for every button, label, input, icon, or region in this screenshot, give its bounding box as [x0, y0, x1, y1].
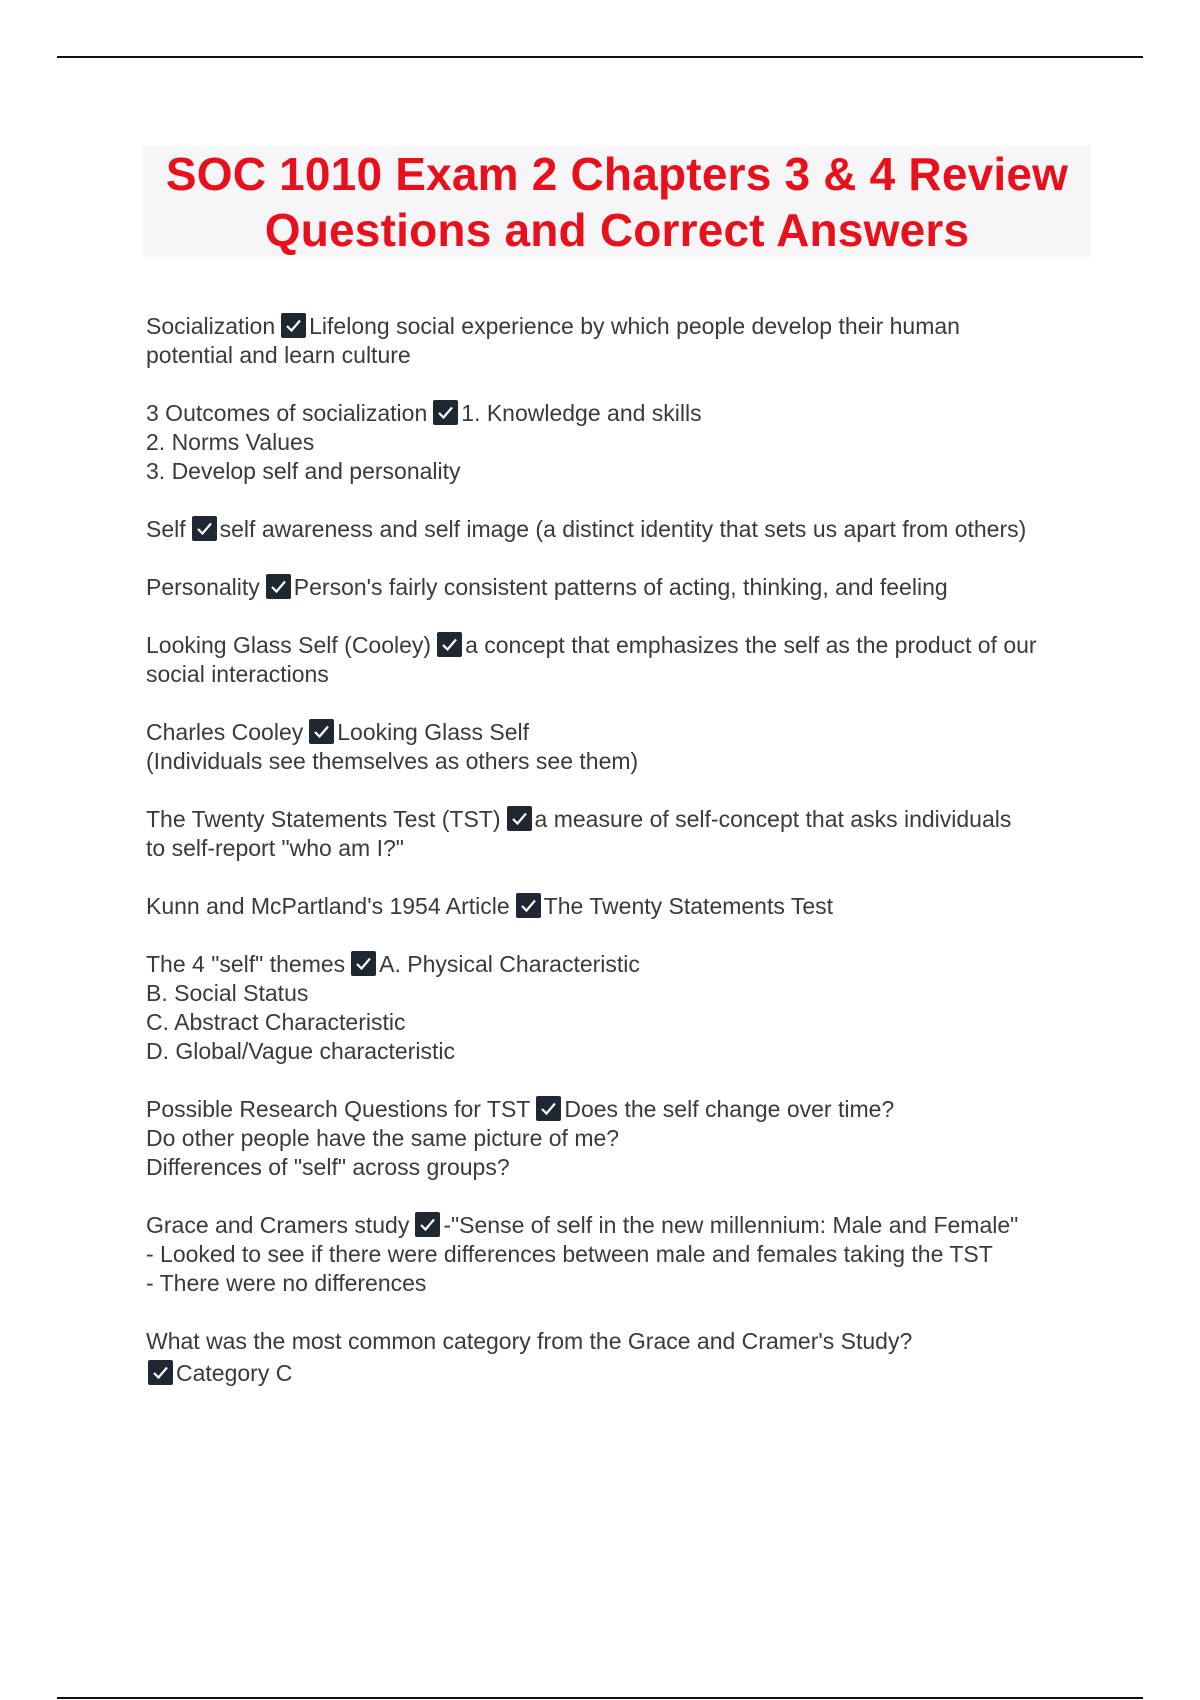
qa-term: What was the most common category from the Grace and Cramer's Study?	[146, 1328, 913, 1354]
qa-answer: The Twenty Statements Test	[543, 893, 834, 919]
qa-term: Looking Glass Self (Cooley)	[146, 632, 432, 658]
qa-term: 3 Outcomes of socialization	[146, 400, 428, 426]
qa-answer-line: B. Social Status	[146, 980, 309, 1006]
qa-answer-line: Differences of "self" across groups?	[146, 1154, 510, 1180]
qa-list	[146, 312, 1096, 1417]
qa-answer: a measure of self-concept that asks individuals	[534, 806, 1012, 832]
qa-answer-line: C. Abstract Characteristic	[146, 1009, 406, 1035]
document-title-line-2: Questions and Correct Answers	[264, 203, 970, 256]
checkmark-box-icon	[309, 719, 334, 744]
qa-answer: Category C	[176, 1360, 293, 1386]
qa-answer-line: Do other people have the same picture of me?	[146, 1125, 620, 1151]
qa-term: The Twenty Statements Test (TST)	[146, 806, 501, 832]
qa-term: Personality	[146, 574, 260, 600]
qa-term: The 4 "self" themes	[146, 951, 346, 977]
checkmark-box-icon	[507, 806, 532, 831]
qa-item-most-common-category	[146, 1327, 1096, 1388]
qa-answer-line: potential and learn culture	[146, 342, 411, 368]
qa-term: Possible Research Questions for TST	[146, 1096, 531, 1122]
qa-item-personality	[146, 573, 1096, 602]
qa-answer-line: - Looked to see if there were differences between male and females taking the TST	[146, 1241, 993, 1267]
qa-answer-line: to self-report "who am I?"	[146, 835, 404, 861]
qa-term: Grace and Cramers study	[146, 1212, 410, 1238]
checkmark-box-icon	[281, 313, 306, 338]
qa-item-tst	[146, 805, 1096, 863]
qa-item-self	[146, 515, 1096, 544]
qa-item-self-themes	[146, 950, 1096, 1066]
checkmark-box-icon	[437, 632, 462, 657]
qa-answer-line: - There were no differences	[146, 1270, 427, 1296]
top-rule	[57, 56, 1143, 58]
qa-term: Socialization	[146, 313, 276, 339]
checkmark-box-icon	[266, 574, 291, 599]
qa-item-charles-cooley	[146, 718, 1096, 776]
bottom-rule	[57, 1697, 1143, 1699]
qa-answer: Looking Glass Self	[337, 719, 530, 745]
checkmark-box-icon	[536, 1096, 561, 1121]
qa-item-looking-glass-self	[146, 631, 1096, 689]
qa-answer: -"Sense of self in the new millennium: Male and Female"	[443, 1212, 1019, 1238]
qa-item-grace-cramers	[146, 1211, 1096, 1298]
checkmark-box-icon	[433, 400, 458, 425]
document-title-banner	[143, 146, 1091, 257]
checkmark-box-icon	[148, 1360, 173, 1385]
qa-answer: Does the self change over time?	[564, 1096, 895, 1122]
qa-term: Charles Cooley	[146, 719, 304, 745]
qa-item-kunn-mcpartland	[146, 892, 1096, 921]
checkmark-box-icon	[351, 951, 376, 976]
checkmark-box-icon	[516, 893, 541, 918]
checkmark-box-icon	[192, 516, 217, 541]
qa-answer-line: social interactions	[146, 661, 329, 687]
qa-answer: 1. Knowledge and skills	[461, 400, 702, 426]
qa-item-outcomes	[146, 399, 1096, 486]
checkmark-box-icon	[415, 1212, 440, 1237]
qa-answer-line: D. Global/Vague characteristic	[146, 1038, 455, 1064]
qa-item-socialization	[146, 312, 1096, 370]
qa-answer: A. Physical Characteristic	[379, 951, 640, 977]
qa-answer-line: 3. Develop self and personality	[146, 458, 461, 484]
qa-term: Self	[146, 516, 186, 542]
qa-answer: Person's fairly consistent patterns of acting, thinking, and feeling	[293, 574, 948, 600]
qa-answer: a concept that emphasizes the self as the product of our	[465, 632, 1037, 658]
qa-answer-line: (Individuals see themselves as others see them)	[146, 748, 639, 774]
qa-answer: Lifelong social experience by which people develop their human	[309, 313, 960, 339]
qa-answer: self awareness and self image (a distinct identity that sets us apart from others)	[219, 516, 1027, 542]
document-title-line-1: SOC 1010 Exam 2 Chapters 3 & 4 Review	[165, 147, 1069, 200]
qa-term: Kunn and McPartland's 1954 Article	[146, 893, 510, 919]
qa-answer-line: 2. Norms Values	[146, 429, 315, 455]
qa-item-research-questions	[146, 1095, 1096, 1182]
